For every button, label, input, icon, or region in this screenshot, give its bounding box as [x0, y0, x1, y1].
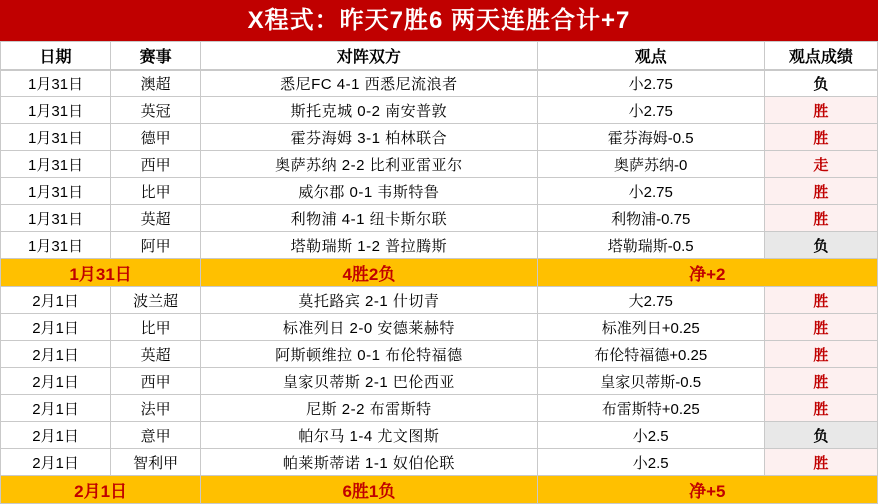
- cell-result: 负: [764, 422, 877, 449]
- cell-date: 1月31日: [1, 232, 111, 259]
- summary-record: 4胜2负: [201, 259, 537, 287]
- cell-view: 小2.75: [537, 97, 764, 124]
- cell-view: 小2.5: [537, 449, 764, 476]
- cell-result: 胜: [764, 124, 877, 151]
- cell-match: 塔勒瑞斯 1-2 普拉腾斯: [201, 232, 537, 259]
- table-row: [1, 232, 878, 259]
- cell-date: 2月1日: [1, 395, 111, 422]
- summary-date: 1月31日: [1, 259, 201, 287]
- cell-result: 胜: [764, 341, 877, 368]
- cell-view: 奥萨苏纳-0: [537, 151, 764, 178]
- summary-net: 净+5: [537, 476, 877, 504]
- cell-match: 标准列日 2-0 安德莱赫特: [201, 314, 537, 341]
- cell-view: 大2.75: [537, 287, 764, 314]
- cell-view: 小2.75: [537, 70, 764, 97]
- cell-league: 澳超: [111, 70, 201, 97]
- cell-match: 帕尔马 1-4 尤文图斯: [201, 422, 537, 449]
- cell-view: 皇家贝蒂斯-0.5: [537, 368, 764, 395]
- cell-date: 2月1日: [1, 422, 111, 449]
- cell-date: 1月31日: [1, 151, 111, 178]
- table-row: [1, 97, 878, 124]
- page-title: X程式：昨天7胜6 两天连胜合计+7: [0, 0, 878, 41]
- cell-match: 尼斯 2-2 布雷斯特: [201, 395, 537, 422]
- column-header-league: 赛事: [111, 42, 201, 70]
- summary-row: [1, 476, 878, 504]
- cell-view: 标准列日+0.25: [537, 314, 764, 341]
- cell-league: 西甲: [111, 368, 201, 395]
- cell-date: 2月1日: [1, 341, 111, 368]
- cell-result: 胜: [764, 178, 877, 205]
- cell-league: 阿甲: [111, 232, 201, 259]
- cell-league: 法甲: [111, 395, 201, 422]
- cell-league: 英超: [111, 341, 201, 368]
- table-row: [1, 368, 878, 395]
- cell-match: 帕莱斯蒂诺 1-1 奴伯伦联: [201, 449, 537, 476]
- table-row: [1, 449, 878, 476]
- cell-result: 胜: [764, 97, 877, 124]
- cell-match: 霍芬海姆 3-1 柏林联合: [201, 124, 537, 151]
- column-header-result: 观点成绩: [764, 42, 877, 70]
- cell-view: 布雷斯特+0.25: [537, 395, 764, 422]
- cell-match: 皇家贝蒂斯 2-1 巴伦西亚: [201, 368, 537, 395]
- cell-result: 负: [764, 232, 877, 259]
- cell-league: 波兰超: [111, 287, 201, 314]
- cell-league: 意甲: [111, 422, 201, 449]
- table-body: [1, 70, 878, 504]
- cell-date: 2月1日: [1, 449, 111, 476]
- cell-result: 胜: [764, 395, 877, 422]
- cell-date: 1月31日: [1, 124, 111, 151]
- cell-league: 德甲: [111, 124, 201, 151]
- column-header-date: 日期: [1, 42, 111, 70]
- table-row: [1, 395, 878, 422]
- cell-league: 英超: [111, 205, 201, 232]
- table-row: [1, 205, 878, 232]
- cell-league: 西甲: [111, 151, 201, 178]
- cell-view: 布伦特福德+0.25: [537, 341, 764, 368]
- cell-league: 比甲: [111, 314, 201, 341]
- cell-view: 利物浦-0.75: [537, 205, 764, 232]
- table-row: [1, 70, 878, 97]
- summary-record: 6胜1负: [201, 476, 537, 504]
- cell-date: 1月31日: [1, 70, 111, 97]
- cell-league: 比甲: [111, 178, 201, 205]
- table-row: [1, 124, 878, 151]
- table-row: [1, 314, 878, 341]
- table-row: [1, 151, 878, 178]
- results-table: [0, 41, 878, 504]
- cell-match: 阿斯顿维拉 0-1 布伦特福德: [201, 341, 537, 368]
- cell-date: 1月31日: [1, 97, 111, 124]
- cell-view: 霍芬海姆-0.5: [537, 124, 764, 151]
- cell-view: 小2.75: [537, 178, 764, 205]
- cell-match: 斯托克城 0-2 南安普敦: [201, 97, 537, 124]
- cell-result: 胜: [764, 368, 877, 395]
- cell-match: 莫托路宾 2-1 什切青: [201, 287, 537, 314]
- summary-net: 净+2: [537, 259, 877, 287]
- table-row: [1, 341, 878, 368]
- cell-result: 走: [764, 151, 877, 178]
- cell-league: 英冠: [111, 97, 201, 124]
- cell-match: 威尔郡 0-1 韦斯特鲁: [201, 178, 537, 205]
- cell-result: 胜: [764, 314, 877, 341]
- cell-result: 胜: [764, 205, 877, 232]
- cell-view: 塔勒瑞斯-0.5: [537, 232, 764, 259]
- cell-match: 利物浦 4-1 纽卡斯尔联: [201, 205, 537, 232]
- cell-date: 2月1日: [1, 314, 111, 341]
- column-header-view: 观点: [537, 42, 764, 70]
- cell-league: 智利甲: [111, 449, 201, 476]
- cell-date: 1月31日: [1, 178, 111, 205]
- cell-match: 奥萨苏纳 2-2 比利亚雷亚尔: [201, 151, 537, 178]
- column-header-match: 对阵双方: [201, 42, 537, 70]
- cell-date: 2月1日: [1, 368, 111, 395]
- table-row: [1, 422, 878, 449]
- table-row: [1, 287, 878, 314]
- cell-match: 悉尼FC 4-1 西悉尼流浪者: [201, 70, 537, 97]
- cell-result: 胜: [764, 449, 877, 476]
- cell-result: 胜: [764, 287, 877, 314]
- cell-view: 小2.5: [537, 422, 764, 449]
- cell-date: 2月1日: [1, 287, 111, 314]
- summary-row: [1, 259, 878, 287]
- cell-result: 负: [764, 70, 877, 97]
- table-header-row: [1, 42, 878, 70]
- table-row: [1, 178, 878, 205]
- cell-date: 1月31日: [1, 205, 111, 232]
- summary-date: 2月1日: [1, 476, 201, 504]
